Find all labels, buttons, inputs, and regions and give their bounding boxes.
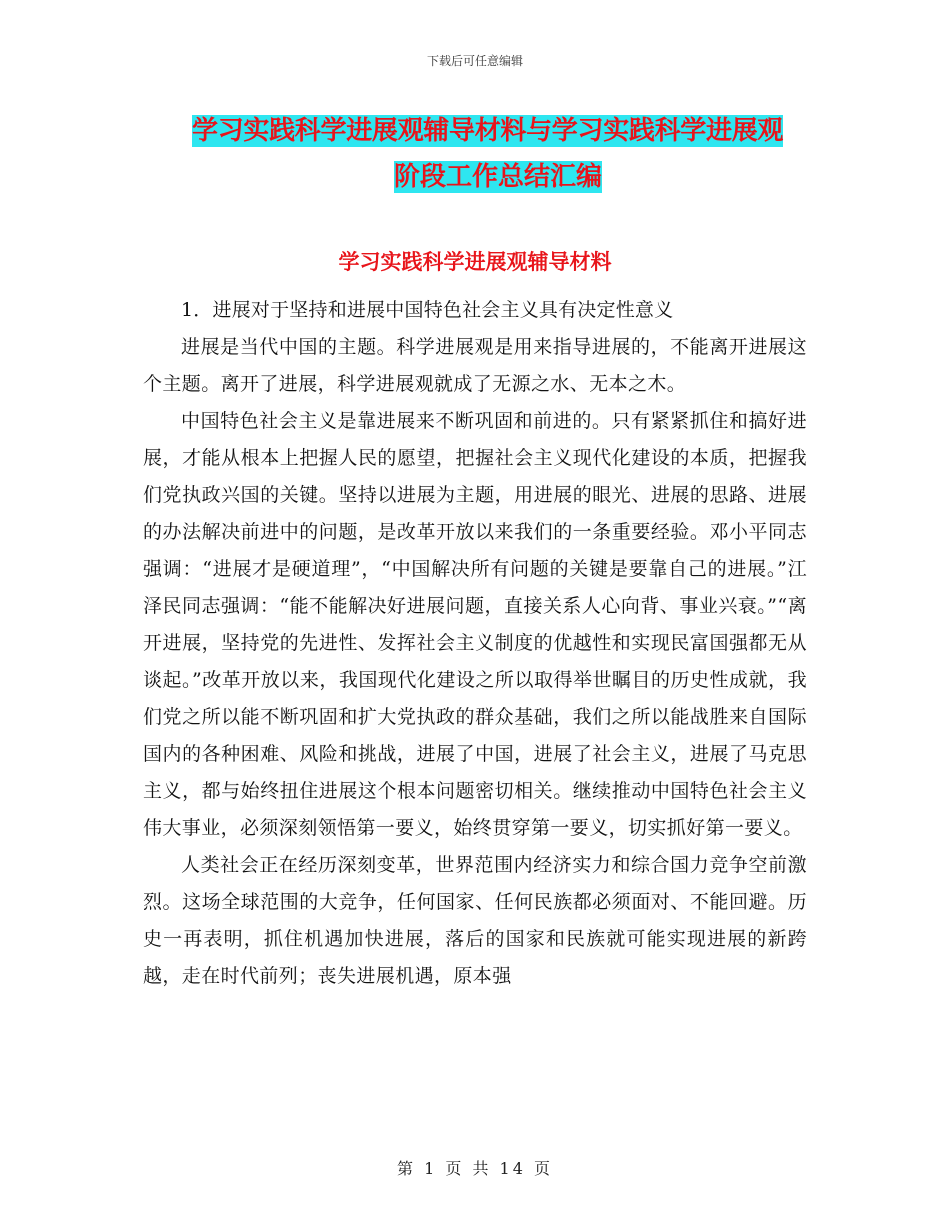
document-title: [192, 108, 804, 200]
document-title-line2: 阶段工作总结汇编: [393, 162, 602, 192]
paragraph-2: 中国特色社会主义是靠进展来不断巩固和前进的。只有紧紧抓住和搞好进展，才能从根本上把握人民的愿望，把握社会主义现代化建设的本质，把握我们党执政兴国的关键。坚持以进展为主题，用进展的眼光、进展的思路、进展的办法解决前进中的问题，是改革开放以来我们的一条重要经验。邓小平同志强调：“进展才是硬道理”，“中国解决所有问题的关键是要靠自己的进展。”江泽民同志强调：“能不能解决好进展问题，直接关系人心向背、事业兴衰。”“离开进展，坚持党的先进性、发挥社会主义制度的优越性和实现民富国强都无从谈起。”改革开放以来，我国现代化建设之所以取得举世瞩目的历史性成就，我们党之所以能不断巩固和扩大党执政的群众基础，我们之所以能战胜来自国际国内的各种困难、风险和挑战，进展了中国，进展了社会主义，进展了马克思主义，都与始终扭住进展这个根本问题密切相关。继续推动中国特色社会主义伟大事业，必须深刻领悟第一要义，始终贯穿第一要义，切实抓好第一要义。: [143, 410, 807, 839]
section-title: 学习实践科学进展观辅导材料: [338, 250, 612, 274]
page-number: 第 1 页 共 14 页: [397, 1159, 553, 1178]
paragraph-3: 人类社会正在经历深刻变革，世界范围内经济实力和综合国力竞争空前激烈。这场全球范围的大竞争，任何国家、任何民族都必须面对、不能回避。历史一再表明，抓住机遇加快进展，落后的国家和民族就可能实现进展的新跨越，走在时代前列；丧失进展机遇，原本强: [143, 854, 807, 987]
paragraph-1: 进展是当代中国的主题。科学进展观是用来指导进展的，不能离开进展这个主题。离开了进展，科学进展观就成了无源之水、无本之木。: [143, 336, 807, 395]
item-heading: 1．进展对于坚持和进展中国特色社会主义具有决定性意义: [181, 299, 674, 321]
header-note: 下载后可任意编辑: [426, 54, 523, 68]
document-body: [143, 292, 807, 995]
document-title-line1: 学习实践科学进展观辅导材料与学习实践科学进展观: [192, 116, 784, 146]
